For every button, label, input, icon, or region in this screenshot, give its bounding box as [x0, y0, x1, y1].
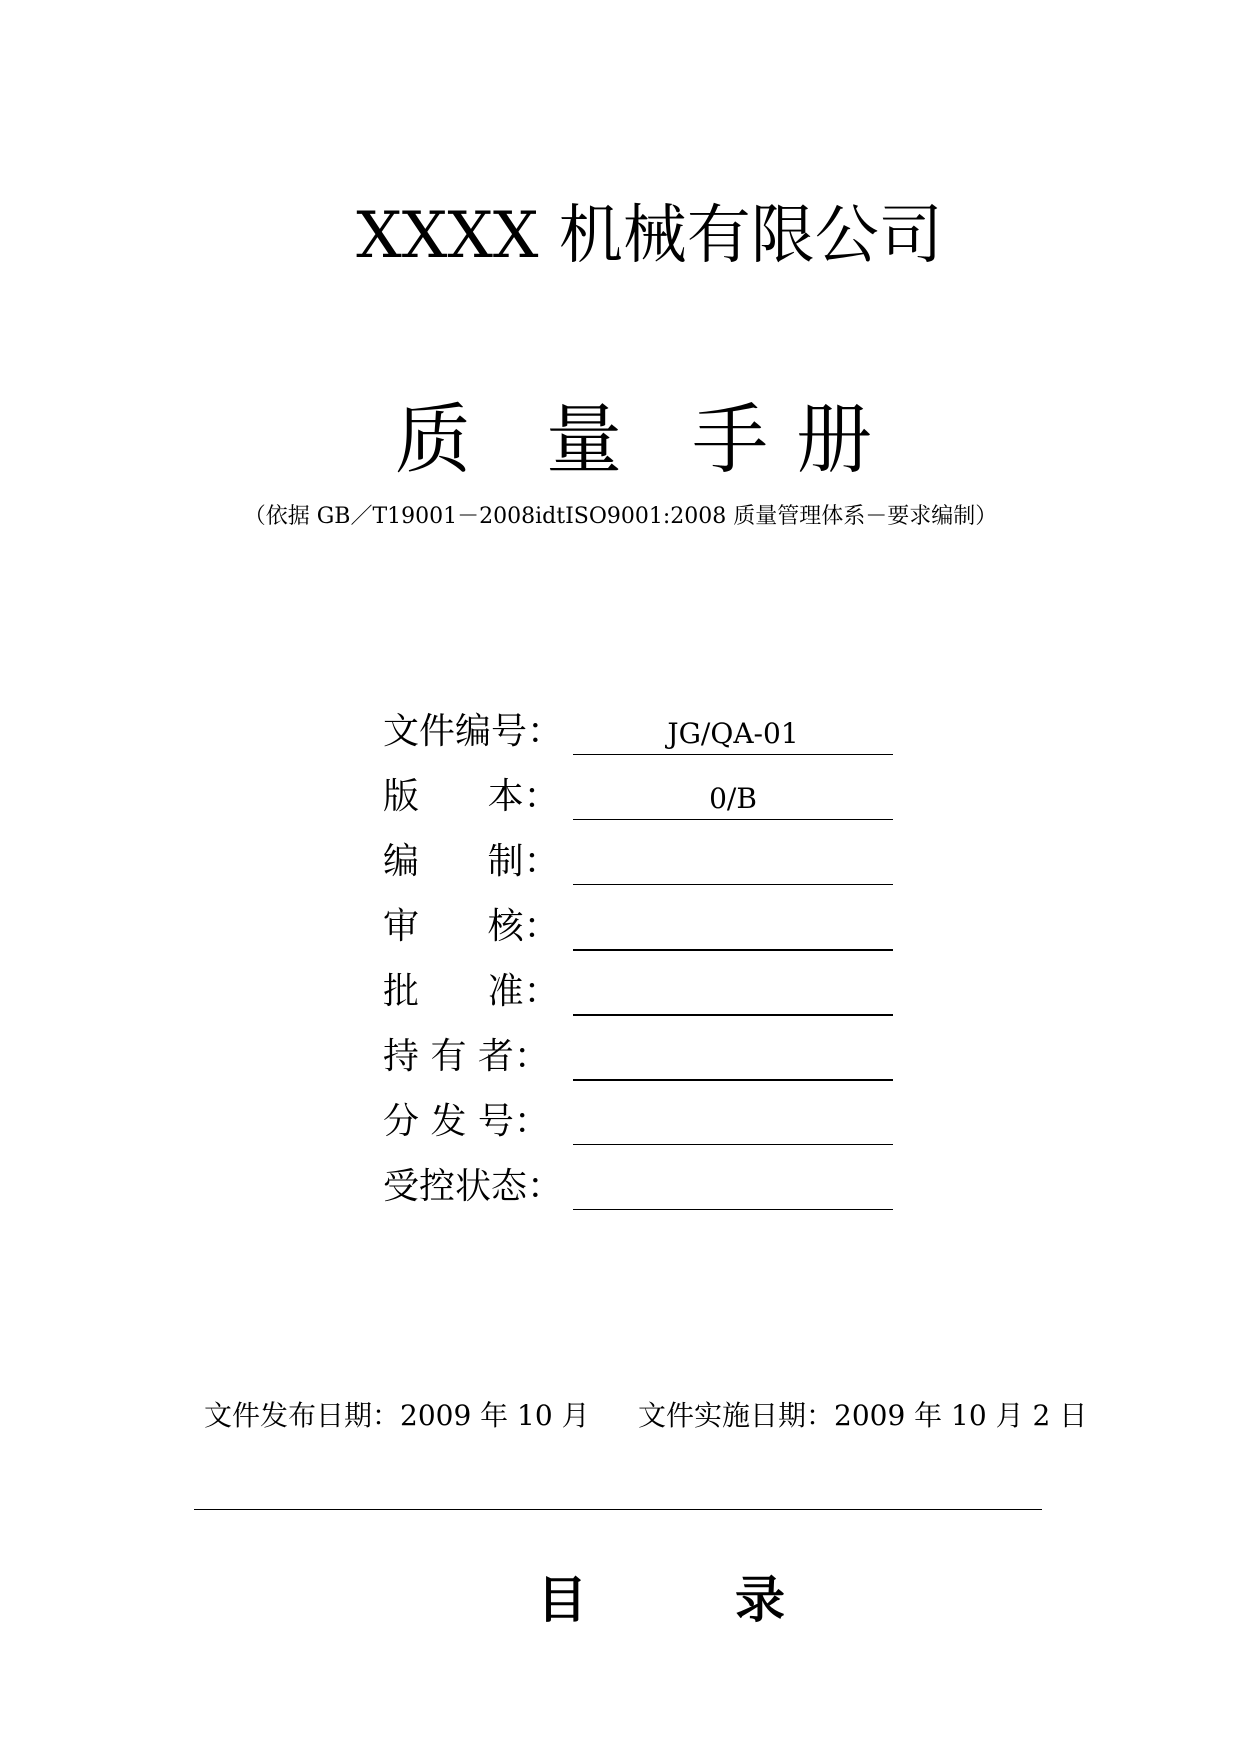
form-row-holder — [383, 1029, 903, 1094]
document-number-field: JG/QA-01 — [573, 704, 893, 755]
form-label: 文件编号： — [383, 711, 564, 752]
form-label: 受控状态： — [383, 1166, 564, 1207]
form-label: 版 本： — [383, 776, 560, 817]
toc-title-char: 录 — [735, 1571, 785, 1629]
form-row-prepared-by — [383, 834, 903, 899]
manual-title-char: 质 — [395, 395, 471, 484]
manual-title-char: 量 — [546, 395, 622, 484]
toc-title — [0, 1565, 1241, 1635]
holder-field — [573, 1029, 893, 1081]
document-dates — [0, 1396, 1241, 1436]
form-label: 分 发 号： — [383, 1101, 550, 1142]
manual-title-char: 手 — [692, 395, 768, 484]
divider-line — [194, 1509, 1042, 1510]
form-row-distribution-number — [383, 1094, 903, 1159]
form-label: 批 准： — [383, 971, 560, 1012]
form-row-version — [383, 769, 903, 834]
form-row-approved-by — [383, 964, 903, 1029]
form-label: 审 核： — [383, 906, 560, 947]
distribution-number-field — [573, 1094, 893, 1145]
version-field: 0/B — [573, 769, 893, 820]
form-row-reviewed-by — [383, 899, 903, 964]
standard-basis-note: （依据 GB／T19001－2008idtISO9001:2008 质量管理体系－要求编制） — [243, 504, 998, 529]
prepared-by-field — [573, 834, 893, 885]
release-date: 文件发布日期：2009 年 10 月 — [204, 1399, 590, 1432]
document-info-form — [383, 704, 903, 1224]
toc-title-char: 目 — [537, 1571, 587, 1629]
form-row-document-number — [383, 704, 903, 769]
reviewed-by-field — [573, 899, 893, 951]
form-label: 编 制： — [383, 841, 560, 882]
control-status-field — [573, 1159, 893, 1210]
effective-date: 文件实施日期：2009 年 10 月 2 日 — [638, 1399, 1088, 1432]
form-row-control-status — [383, 1159, 903, 1224]
form-label: 持 有 者： — [383, 1036, 550, 1077]
manual-title-char: 册 — [796, 395, 872, 484]
approved-by-field — [573, 964, 893, 1016]
manual-title — [0, 395, 1241, 485]
company-name: XXXX 机械有限公司 — [356, 199, 943, 273]
